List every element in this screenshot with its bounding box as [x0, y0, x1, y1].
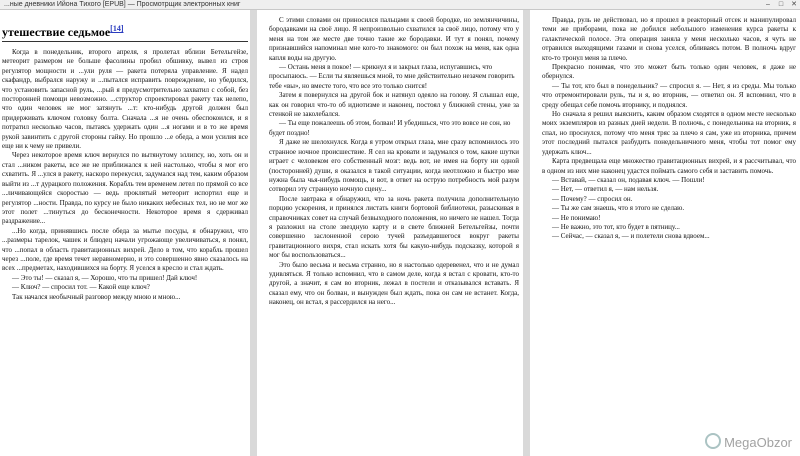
page-left-text [2, 10, 248, 456]
chapter-title: утешествие седьмое [2, 25, 111, 39]
dialogue-line: — Ты еще пожалеешь об этом, болван! И убедишься, что это вовсе не сон, но будет поздно! [269, 119, 511, 137]
dialogue-line: — Сейчас, — сказал я, — и полетели снова вдвоем... [552, 232, 710, 241]
paragraph: Правда, руль не действовал, но я прошел в реакторный отсек и манипулировал теми же приборами, пока не добился небольшого изменения курса ракеты к галактической полосе. Эта операция заняла у меня несколько часов, я чуть не отравился выходящими газами и снова уселся, обливаясь потом. В полночь вдруг кто-то тронул меня за плечо. [542, 16, 796, 62]
paragraph: Но сначала я решил выяснить, каким образом сходятся в одном месте несколько моих экземпляров из разных дней недели. В полночь, с понедельника на вторник, я спал, но проснулся, потому что меня тряс за плечо я сам, уже из вторника, причем этот последний пытался разбудить понедельничного меня, чтобы тот помог ему удержать ключ... [542, 110, 796, 156]
book-page-right [530, 10, 800, 456]
watermark-text: MegaObzor [724, 435, 792, 450]
paragraph: Затем я повернулся на другой бок и натянул одеяло на голову. Я слышал еще, как он говорил что-то об идиотизме и наконец, постоял у ближней стены, уже за стенкой не заколебался. [269, 91, 519, 119]
dialogue-line: — Не важно, это тот, кто будет в пятницу... [552, 222, 680, 231]
minimize-button[interactable]: – [766, 1, 770, 8]
paragraph: Я даже не шелохнулся. Когда я утром открыл глаза, мне сразу вспомнилось это странное ночное происшествие. Я сел на кровати и задумался о том, какие шутки играет с человеком его собственный мозг: ведь вот, не имея на борту ни одной (посторонней) души, я оказался в такой ситуации, когда неотложно и быстро мне нужна была чья-нибудь помощь, и вот, в ответ на острую потребность мой разум сотворил эту странную ночную сцену... [269, 138, 519, 194]
dialogue-line: — Вставай, — сказал он, подавая ключ. — Пошли! [552, 175, 705, 184]
paragraph: После завтрака я обнаружил, что за ночь ракета получила дополнительную порцию ускорения, и принялся листать книги бортовой библиотеки, разыскивая в справочниках совет на случай безвыходного положения, но ничего не нашел. Тогда я разложил на столе звездную карту и в свете ближней Бетельгейзы, почти совершенно заслоненной серою тучей разъедавшегося вокруг ракеты гравитационного вихря, стал искать хотя бы какую-нибудь подсказку, которой я мог бы воспользоваться... [269, 194, 519, 260]
paragraph: С этими словами он приносился пальцами к своей бородке, но землянчичины, бородавками на своё лицо. Я непроизвольно схватился за своё лицо, потому что у меня на том же месте две точно такие же бородавки. И тут я понял, почему признавшийся напоминал мне кого-то знакомого: он был похож на меня, как одна капля воды на другую. [269, 16, 519, 62]
paragraph: Через некоторое время ключ вернулся по вытянутому эллипсу, но, хоть он и стал ...ником ракеты, все же не приближался к ней настолько, чтобы я мог его схватить. Я ...улся в ракету, наскоро перекусил, задумался над тем, каким образом выйти из ...т дурацкого положения. Корабль тем временем летел по прямой со все ...личивающейся скоростью — ведь проклятый метеорит испортил еще и регулятор ...ности. Правда, по курсу не было никаких небесных тел, но не мог же этот полет ...тинуться до бесконечности. Некоторое время я сдерживал раздражение... [2, 151, 248, 226]
dialogue-line: — Нет, — ответил я, — нам нельзя. [552, 185, 659, 194]
book-page-middle [257, 10, 523, 456]
paragraph: — Ты тот, кто был в понедельник? — спросил я. — Нет, я из среды. Мы только что отремонтировали руль, ты и я, во вторник, — ответил он. Я вспомнил, что в среду обещал себе помочь вторнику, и поднялся. [542, 81, 796, 109]
dialogue-line: — Почему? — спросил он. [552, 194, 633, 203]
paragraph: Когда в понедельник, второго апреля, я пролетал вблизи Бетельгейзе, метеорит размером не больше фасолины пробил обшивку, вывел из строя регулятор мощности и ...ули руля — ракета потеряла управление. Я надел скафандр, выбрался наружу и ...пытался исправить повреждение, но убедился, что установить запасной руль, ...рый я предусмотрительно захватил с собой, без посторонней помощи невозможно. ...структор спроектировал ракету так нелепо, что один человек не мог затянуть ...т: кто-нибудь другой должен был придерживать ключом головку болта. Сначала ...я не очень обеспокоился, и я потратил несколько часов, пытаясь удержать один ...я ногами и в то же время рукой завинтить с другой стороны гайку. Но прошло ...е обеда, а мои усилия все еще ни к чему не привели. [2, 48, 248, 151]
close-button[interactable]: ✕ [791, 1, 797, 8]
paragraph: ...Но когда, принявшись после обеда за мытье посуды, я обнаружил, что ...размеры тарелок, чашек и блюдец начали угрожающе увеличиваться, я понял, что ...попал в область гравитационных вихрей. Дело в том, что корабль прошел через ...поле, где время течет неравномерно, и это совершенно явно сказалось на всех ...предметах, находившихся на борту. Я уселся в кресло и стал ждать. [2, 226, 248, 273]
dialogue-line: — Ключ? — спросил тот. — Какой еще ключ? [12, 283, 150, 292]
footnote-link[interactable]: [14] [110, 24, 124, 33]
paragraph: Прекрасно понимая, что это может быть только один человек, я даже не обернулся. [542, 63, 796, 81]
book-page-left [0, 10, 250, 456]
chapter-heading [2, 22, 248, 42]
maximize-button[interactable]: □ [778, 1, 784, 8]
window-title: ...ные дневники Ийона Тихого [EPUB] — Просмотрщик электронных книг [4, 1, 241, 8]
dialogue-line: — Это ты! — сказал я, — Хорошо, что ты пришел! Дай ключ! [12, 273, 198, 282]
paragraph: Карта предвещала еще множество гравитационных вихрей, и я рассчитывал, что в одном из них мне наконец удастся поймать самого себя и заставить помочь. [542, 157, 796, 175]
page-right-text [542, 10, 796, 456]
page-middle-text [269, 10, 519, 456]
dialogue-line: — Ты же сам знаешь, что я этого не сделаю. [552, 204, 685, 213]
dialogue-line: — Не понимаю! [552, 213, 601, 222]
dialogue-line: — Остань меня в покое! — крикнул я и закрыл глаза, испугавшись, что просыпаюсь. — Если ты являешься мной, то мне действительно незачем говорить тебе «вы», но вместе того, что все это только снится! [269, 63, 515, 90]
watermark-logo [705, 433, 792, 450]
paragraph: Так начался необычный разговор между мною и мною... [12, 292, 181, 301]
watermark-logo-icon [705, 433, 721, 449]
paragraph: Это было весьма и весьма странно, но я настолько одеревенел, что и не думал удивляться. Я только вспомнил, что в самом деле, когда я встал с кровати, кто-то другой, а значит, я сам во вторник, лежал в постели и отказывался вставать. Я сказал ему, что он болван, и вынужден был ждать, пока он сам не встанет. Когда, наконец, он встал, я рассердился на него... [269, 260, 519, 307]
window-titlebar [0, 0, 800, 10]
